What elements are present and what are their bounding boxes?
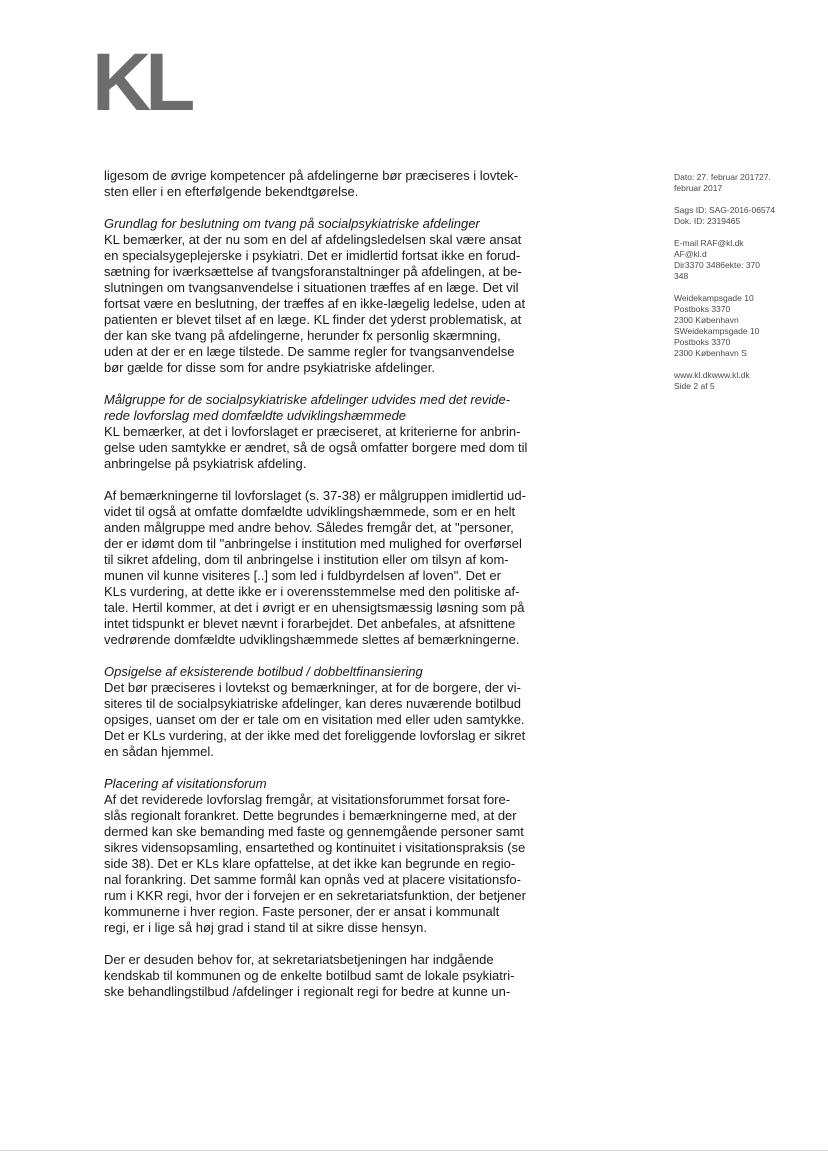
text-line: KLs vurdering, at dette ikke er i overensstemmelse med den politiske af- xyxy=(104,584,520,599)
text-line: SWeidekampsgade 10 xyxy=(674,326,760,336)
text-line: en specialsygeplejerske i psykiatri. Det er imidlertid fortsat ikke en forud- xyxy=(104,248,521,263)
text-line: Placering af visitationsforum xyxy=(104,776,267,791)
text-line: sten eller i en efterfølgende bekendtgørelse. xyxy=(104,184,359,199)
text-line: der kan ske tvang på afdelingerne, herunder fx personlig skærmning, xyxy=(104,328,501,343)
text-line: der er idømt dom til "anbringelse i institution med mulighed for overførsel xyxy=(104,536,522,551)
text-line: rede lovforslag med domfældte udviklingshæmmede xyxy=(104,408,407,423)
text-line: slutningen om tvangsanvendelse i situationen træffes af en læge. Det vil xyxy=(104,280,519,295)
text-line: ligesom de øvrige kompetencer på afdelingerne bør præciseres i lovtek- xyxy=(104,168,519,183)
text-line: kommunerne i hver region. Faste personer, der er ansat i kommunalt xyxy=(104,904,500,919)
text-line: 348 xyxy=(674,271,689,281)
text-line: opsiges, uanset om der er tale om en visitation med eller uden samtykke. xyxy=(104,712,525,727)
text-line: Det er KLs vurdering, at der ikke med det foreliggende lovforslag er sikret xyxy=(104,728,526,743)
text-line: Dato: 27. februar 201727. xyxy=(674,172,771,182)
text-line: uden at der er en læge tilstede. De samme regler for tvangsanvendelse xyxy=(104,344,515,359)
text-line: www.kl.dkwww.kl.dk xyxy=(674,370,750,380)
text-line: rum i KKR regi, hvor der i forvejen er en sekretariatsfunktion, der betjener xyxy=(104,888,526,903)
intro-paragraph xyxy=(104,168,572,200)
text-line: regi, er i lige så høj grad i stand til at sikre disse hensyn. xyxy=(104,920,427,935)
page-bottom-edge xyxy=(0,1150,828,1151)
case-id-block xyxy=(674,205,814,227)
letter-sidebar xyxy=(674,172,814,403)
section-coercion-decision xyxy=(104,216,572,376)
remarks-paragraph xyxy=(104,488,572,648)
text-line: sikres vidensopsamling, ensartethed og kontinuitet i visitationspraksis (se xyxy=(104,840,526,855)
section-heading xyxy=(104,216,572,232)
section-text xyxy=(104,792,572,936)
text-line: Af bemærkningerne til lovforslaget (s. 37-38) er målgruppen imidlertid ud- xyxy=(104,488,526,503)
text-line: side 38). Det er KLs klare opfattelse, at det ikke kan begrunde en regio- xyxy=(104,856,516,871)
text-line: AF@kl.d xyxy=(674,249,707,259)
text-line: gelse uden samtykke er ændret, så de også omfatter borgere med dom til xyxy=(104,440,528,455)
text-line: Af det reviderede lovforslag fremgår, at visitationsforummet forsat fore- xyxy=(104,792,511,807)
section-text xyxy=(104,680,572,760)
text-line: fortsat være en beslutning, der træffes af en ikke-lægelig ledelse, uden at xyxy=(104,296,526,311)
text-line: Grundlag for beslutning om tvang på socialpsykiatriske afdelinger xyxy=(104,216,480,231)
text-line: 2300 København S xyxy=(674,348,747,358)
text-line: kendskab til kommunen og de enkelte botilbud samt de lokale psykiatri- xyxy=(104,968,515,983)
text-line: bør gælde for disse som for andre psykiatriske afdelinger. xyxy=(104,360,435,375)
text-line: Postboks 3370 xyxy=(674,337,731,347)
closing-paragraph xyxy=(104,952,572,1000)
section-text xyxy=(104,424,572,472)
text-line: tale. Hertil kommer, at det i øvrigt er en uhensigtsmæssig løsning som på xyxy=(104,600,525,615)
text-line: Side 2 af 5 xyxy=(674,381,715,391)
address-block xyxy=(674,293,814,359)
text-line: dermed kan ske bemanding med faste og gennemgående personer samt xyxy=(104,824,524,839)
text-line: sætning for iværksættelse af tvangsforanstaltninger på afdelingen, at be- xyxy=(104,264,522,279)
section-termination xyxy=(104,664,572,760)
text-line: videt til også at omfatte domfældte udviklingshæmmede, som er en helt xyxy=(104,504,516,519)
section-target-group xyxy=(104,392,572,472)
text-line: Der er desuden behov for, at sekretariatsbetjeningen har indgående xyxy=(104,952,494,967)
section-heading xyxy=(104,776,572,792)
text-line: KL bemærker, at det i lovforslaget er præciseret, at kriterierne for anbrin- xyxy=(104,424,521,439)
text-line: Opsigelse af eksisterende botilbud / dobbeltfinansiering xyxy=(104,664,423,679)
text-line: til sikret afdeling, dom til anbringelse i institution eller om tilsyn af kom- xyxy=(104,552,509,567)
text-line: vedrørende domfældte udviklingshæmmede slettes af bemærkningerne. xyxy=(104,632,520,647)
text-line: Det bør præciseres i lovtekst og bemærkninger, at for de borgere, der vi- xyxy=(104,680,521,695)
text-line: Dir3370 3486ekte: 370 xyxy=(674,260,761,270)
section-visitation-forum xyxy=(104,776,572,936)
section-heading xyxy=(104,392,572,424)
text-line: patienten er blevet tilset af en læge. KL finder det yderst problematisk, at xyxy=(104,312,522,327)
contact-block xyxy=(674,238,814,282)
text-line: 2300 København xyxy=(674,315,739,325)
section-text xyxy=(104,232,572,376)
text-line: Dok. ID: 2319465 xyxy=(674,216,741,226)
text-line: munen vil kunne visiteres [..] som led i fuldbyrdelsen af loven". Det er xyxy=(104,568,501,583)
text-line: Målgruppe for de socialpsykiatriske afdelinger udvides med det revide- xyxy=(104,392,511,407)
date-block xyxy=(674,172,814,194)
letter-body xyxy=(104,168,572,1016)
text-line: Sags ID: SAG-2016-06574 xyxy=(674,205,776,215)
text-line: KL bemærker, at der nu som en del af afdelingsledelsen skal være ansat xyxy=(104,232,522,247)
web-page-block xyxy=(674,370,814,392)
text-line: februar 2017 xyxy=(674,183,723,193)
section-heading xyxy=(104,664,572,680)
text-line: Weidekampsgade 10 xyxy=(674,293,754,303)
text-line: Postboks 3370 xyxy=(674,304,731,314)
text-line: ske behandlingstilbud /afdelinger i regionalt regi for bedre at kunne un- xyxy=(104,984,511,999)
text-line: anbringelse på psykiatrisk afdeling. xyxy=(104,456,307,471)
text-line: intet tidspunkt er blevet nævnt i forarbejdet. Det anbefales, at afsnittene xyxy=(104,616,516,631)
text-line: nal forankring. Det samme formål kan opnås ved at placere visitationsfo- xyxy=(104,872,521,887)
kl-logo: KL xyxy=(92,37,190,128)
text-line: en sådan hjemmel. xyxy=(104,744,214,759)
text-line: siteres til de socialpsykiatriske afdelinger, kan deres nuværende botilbud xyxy=(104,696,521,711)
text-line: anden målgruppe med andre behov. Således fremgår det, at "personer, xyxy=(104,520,514,535)
text-line: slås regionalt forankret. Dette begrundes i bemærkningerne med, at der xyxy=(104,808,517,823)
text-line: E-mail RAF@kl.dk xyxy=(674,238,744,248)
